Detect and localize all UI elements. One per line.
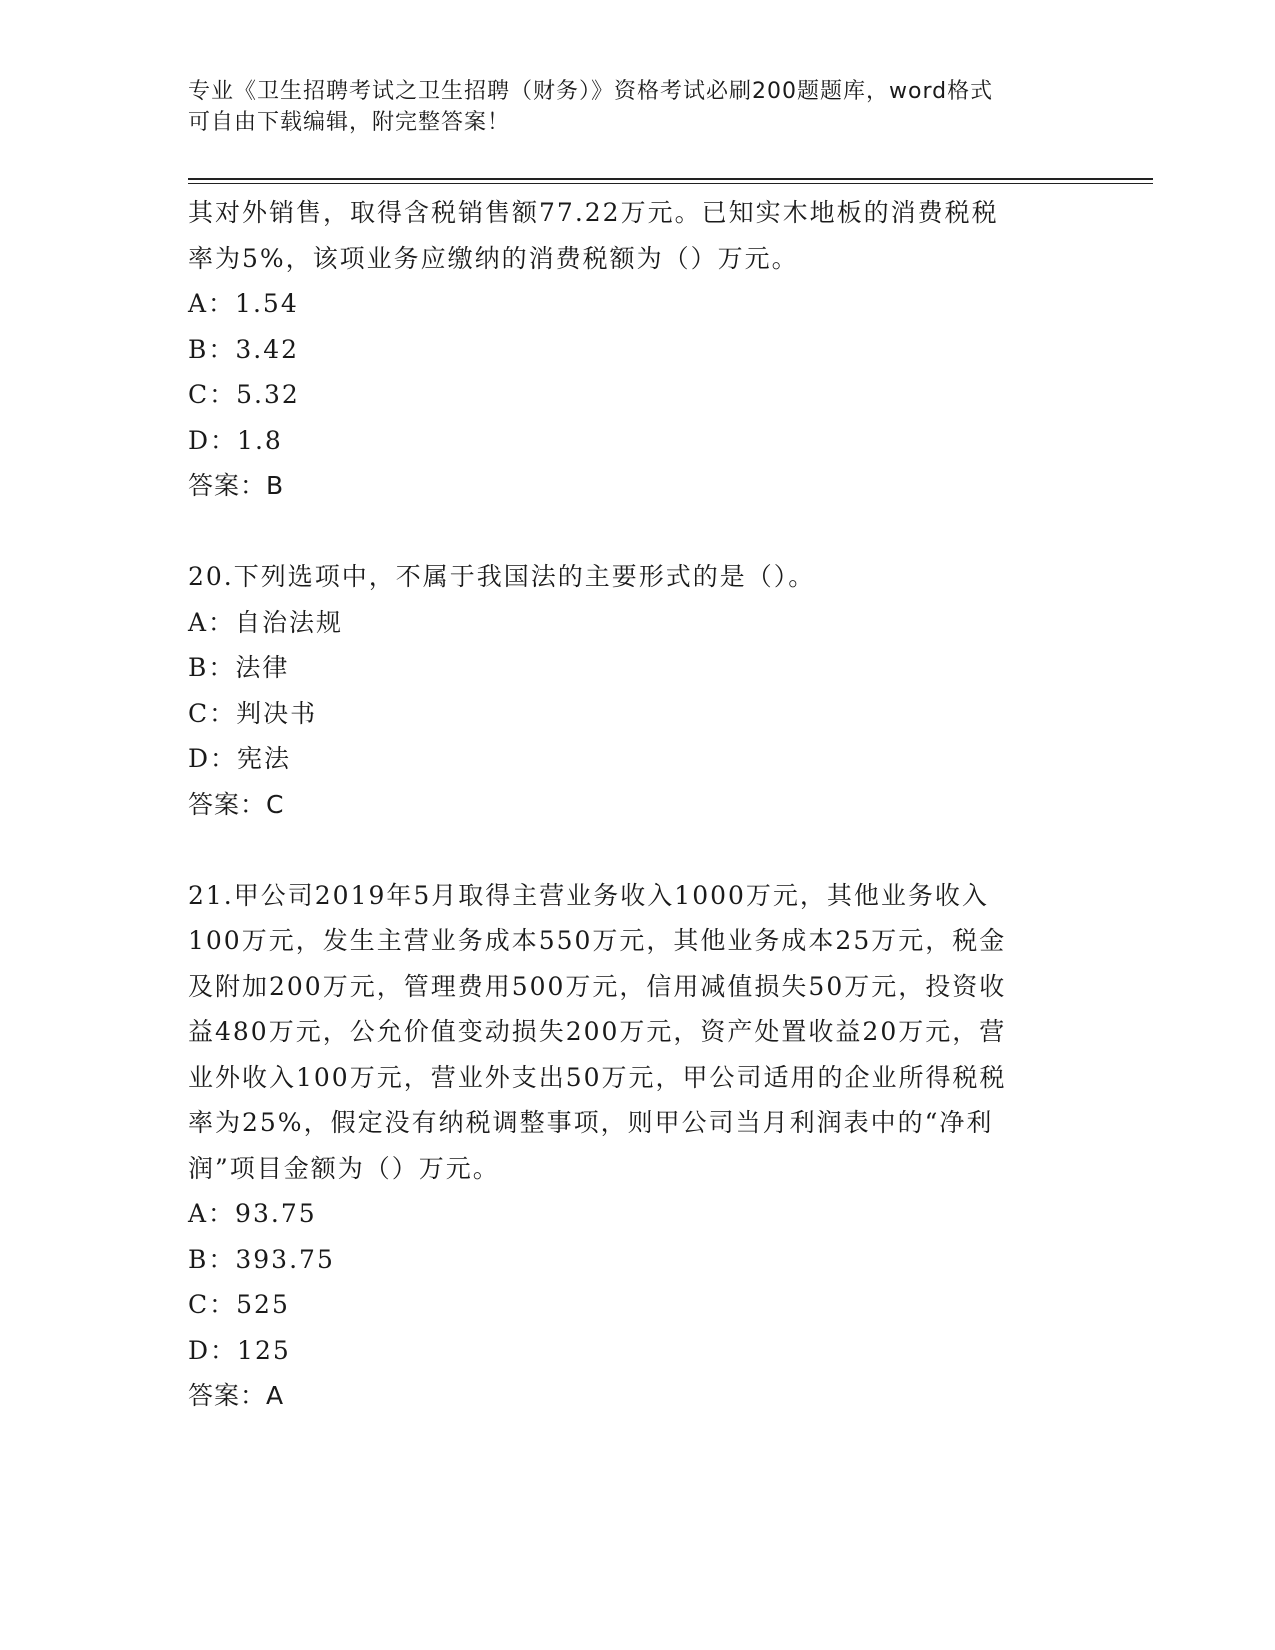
question-text-line: 率为25%，假定没有纳税调整事项，则甲公司当月利润表中的“净利: [188, 1108, 994, 1137]
document-body: [188, 190, 1088, 1419]
header-line-2: 可自由下载编辑，附完整答案！: [188, 110, 511, 135]
spacer: [188, 509, 1088, 555]
question-text-line: 润”项目金额为（）万元。: [188, 1153, 500, 1183]
option-d: D：1.8: [188, 425, 283, 455]
option-c: C：判决书: [188, 698, 318, 728]
document-header: [188, 76, 1068, 138]
header-line-1: 专业《卫生招聘考试之卫生招聘（财务）》资格考试必刷200题题库，word格式: [188, 79, 994, 104]
option-a: A：自治法规: [188, 607, 344, 637]
question-text-line: 100万元，发生主营业务成本550万元，其他业务成本25万元，税金: [188, 926, 1007, 955]
option-c: C：525: [188, 1290, 290, 1319]
question-text-line: 其对外销售，取得含税销售额77.22万元。已知实木地板的消费税税: [188, 198, 999, 227]
option-d: D：宪法: [188, 744, 292, 773]
option-a: A：1.54: [188, 289, 299, 318]
question-text-line: 益480万元，公允价值变动损失200万元，资产处置收益20万元，营: [188, 1017, 1007, 1046]
question-text-line: 业外收入100万元，营业外支出50万元，甲公司适用的企业所得税税: [188, 1062, 1007, 1092]
question-text-line: 率为5%，该项业务应缴纳的消费税额为（）万元。: [188, 243, 799, 273]
option-b: B：393.75: [188, 1244, 335, 1274]
question-text-line: 及附加200万元，管理费用500万元，信用减值损失50万元，投资收: [188, 971, 1007, 1001]
question-21: [188, 873, 1088, 1419]
header-rule-thick: [188, 178, 1153, 180]
answer-label: 答案：A: [188, 1381, 285, 1410]
option-a: A：93.75: [188, 1199, 317, 1228]
question-20: [188, 554, 1088, 827]
option-b: B：3.42: [188, 334, 300, 364]
option-b: B：法律: [188, 653, 290, 682]
question-text-line: 20.下列选项中，不属于我国法的主要形式的是（）。: [188, 562, 816, 591]
option-d: D：125: [188, 1335, 291, 1365]
question-19: [188, 190, 1088, 509]
option-c: C：5.32: [188, 380, 300, 409]
question-text-line: 21.甲公司2019年5月取得主营业务收入1000万元，其他业务收入: [188, 880, 989, 910]
spacer: [188, 827, 1088, 873]
answer-label: 答案：C: [188, 789, 285, 819]
header-rule-thin: [188, 183, 1153, 184]
answer-label: 答案：B: [188, 471, 285, 500]
